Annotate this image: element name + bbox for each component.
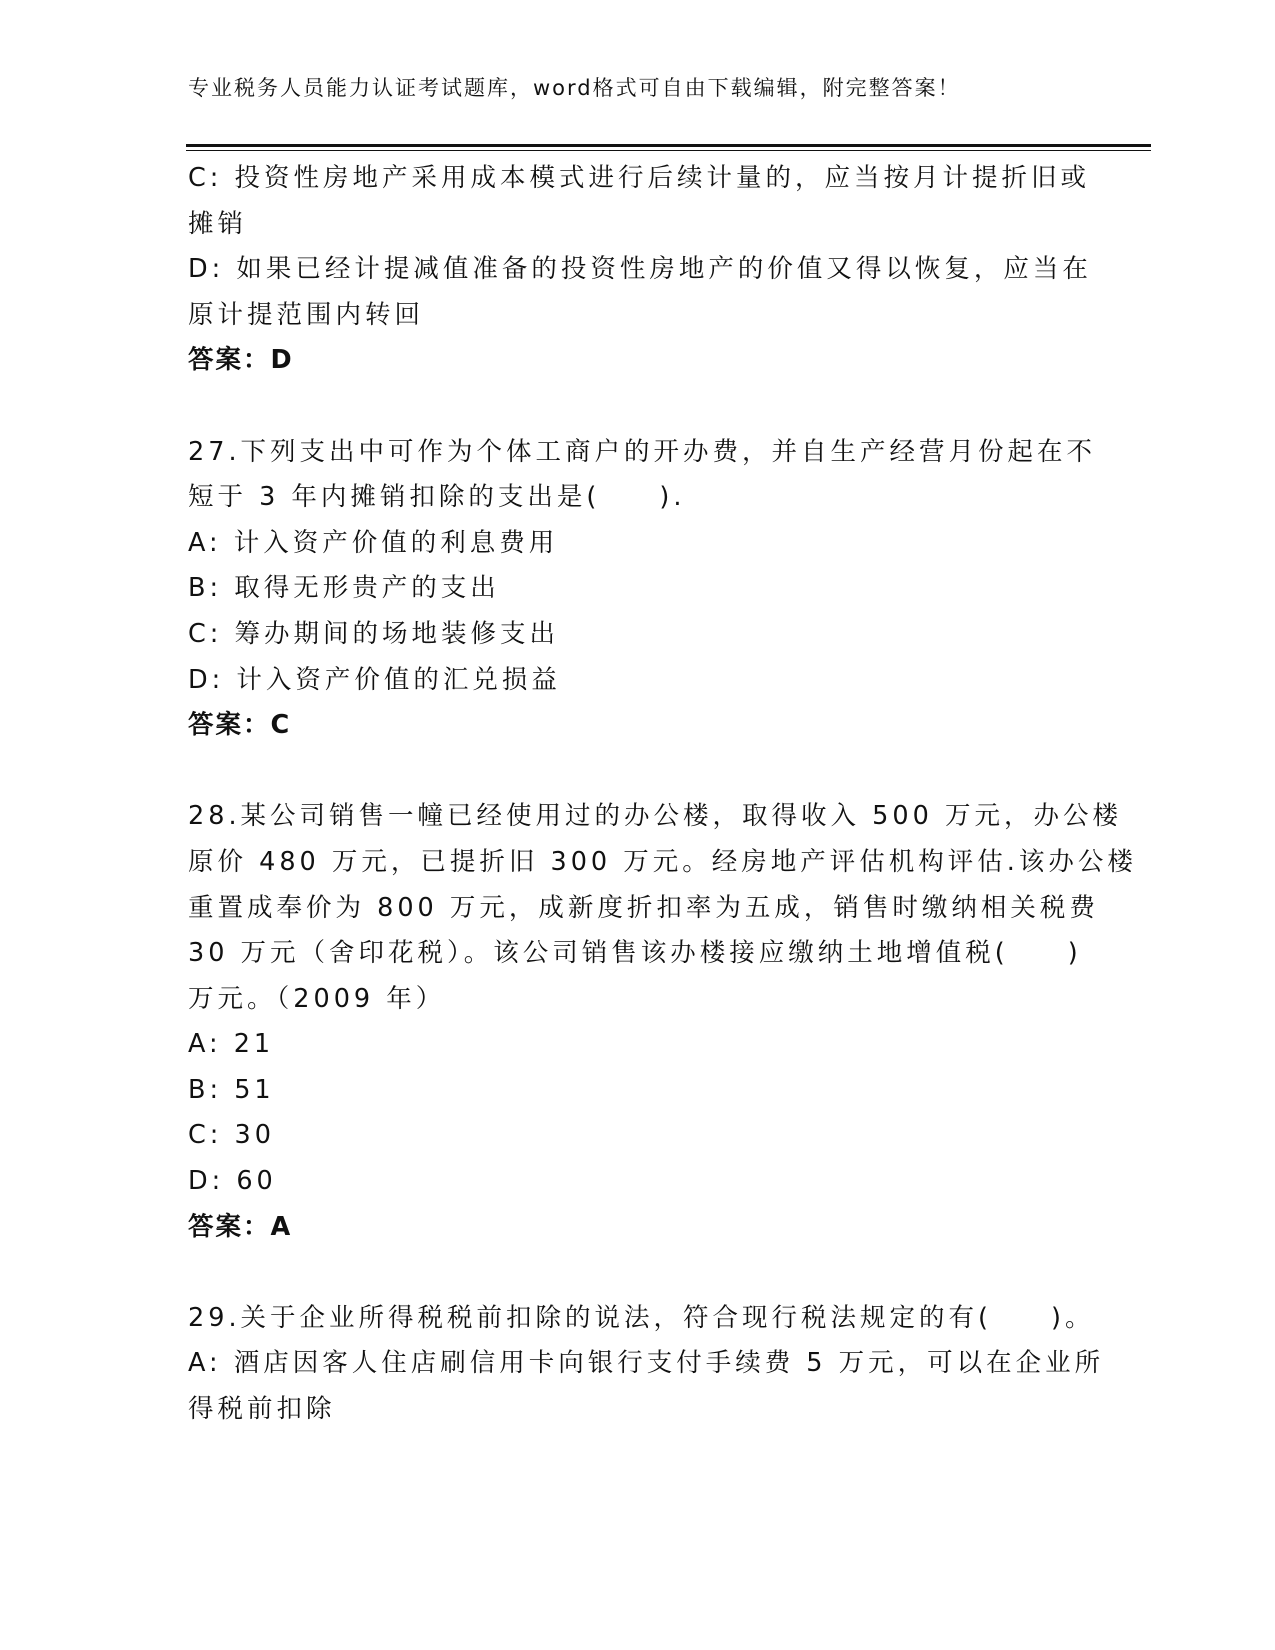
question-stem-line: 重置成奉价为 800 万元，成新度折扣率为五成，销售时缴纳相关税费: [188, 892, 1099, 923]
option-d-prev: [188, 247, 1092, 338]
question-stem-line: 万元。（2009 年）: [188, 983, 446, 1014]
option-c-prev: [188, 156, 1091, 247]
question-27: [188, 430, 1097, 749]
option-c: C: 筹办期间的场地装修支出: [188, 618, 560, 649]
question-stem-line: 27.下列支出中可作为个体工商户的开办费，并自生产经营月份起在不: [188, 436, 1097, 467]
option-a: A: 酒店因客人住店刷信用卡向银行支付手续费 5 万元，可以在企业所: [188, 1348, 1105, 1379]
answer-prev: 答案：D: [188, 345, 294, 376]
option-line: 原计提范围内转回: [188, 299, 425, 330]
header-rule-thick: [186, 144, 1151, 147]
question-28: [188, 794, 1137, 1250]
spacer: [188, 1250, 1088, 1296]
option-c: C: 30: [188, 1120, 275, 1151]
option-a: A: 计入资产价值的利息费用: [188, 527, 559, 558]
answer-28: 答案：A: [188, 1211, 293, 1242]
page-header: 专业税务人员能力认证考试题库，word格式可自由下载编辑，附完整答案！: [188, 76, 961, 100]
question-content: [188, 156, 1137, 1433]
question-stem-line: 30 万元（舍印花税）。该公司销售该办楼接应缴纳土地增值税( ): [188, 938, 1082, 969]
option-d: D: 60: [188, 1166, 277, 1197]
option-d: D: 计入资产价值的汇兑损益: [188, 664, 561, 695]
option-line: 摊销: [188, 208, 248, 239]
option-a-continued: 得税前扣除: [188, 1394, 336, 1425]
question-29: [188, 1296, 1105, 1433]
header-rule-thin: [186, 150, 1151, 151]
question-stem-line: 短于 3 年内摊销扣除的支出是( ).: [188, 482, 686, 513]
question-stem-line: 29.关于企业所得税税前扣除的说法，符合现行税法规定的有( )。: [188, 1302, 1095, 1333]
option-line: D: 如果已经计提减值准备的投资性房地产的价值又得以恢复，应当在: [188, 254, 1092, 285]
spacer: [188, 384, 1088, 430]
answer-27: 答案：C: [188, 710, 292, 741]
option-line: C: 投资性房地产采用成本模式进行后续计量的，应当按月计提折旧或: [188, 163, 1091, 193]
option-a: A: 21: [188, 1029, 275, 1060]
question-stem-line: 原价 480 万元，已提折旧 300 万元。经房地产评估机构评估.该办公楼: [188, 846, 1137, 877]
question-stem-line: 28.某公司销售一幢已经使用过的办公楼，取得收入 500 万元，办公楼: [188, 801, 1122, 832]
option-b: B: 51: [188, 1074, 275, 1105]
option-b: B: 取得无形贵产的支出: [188, 573, 500, 604]
spacer: [188, 749, 1088, 795]
